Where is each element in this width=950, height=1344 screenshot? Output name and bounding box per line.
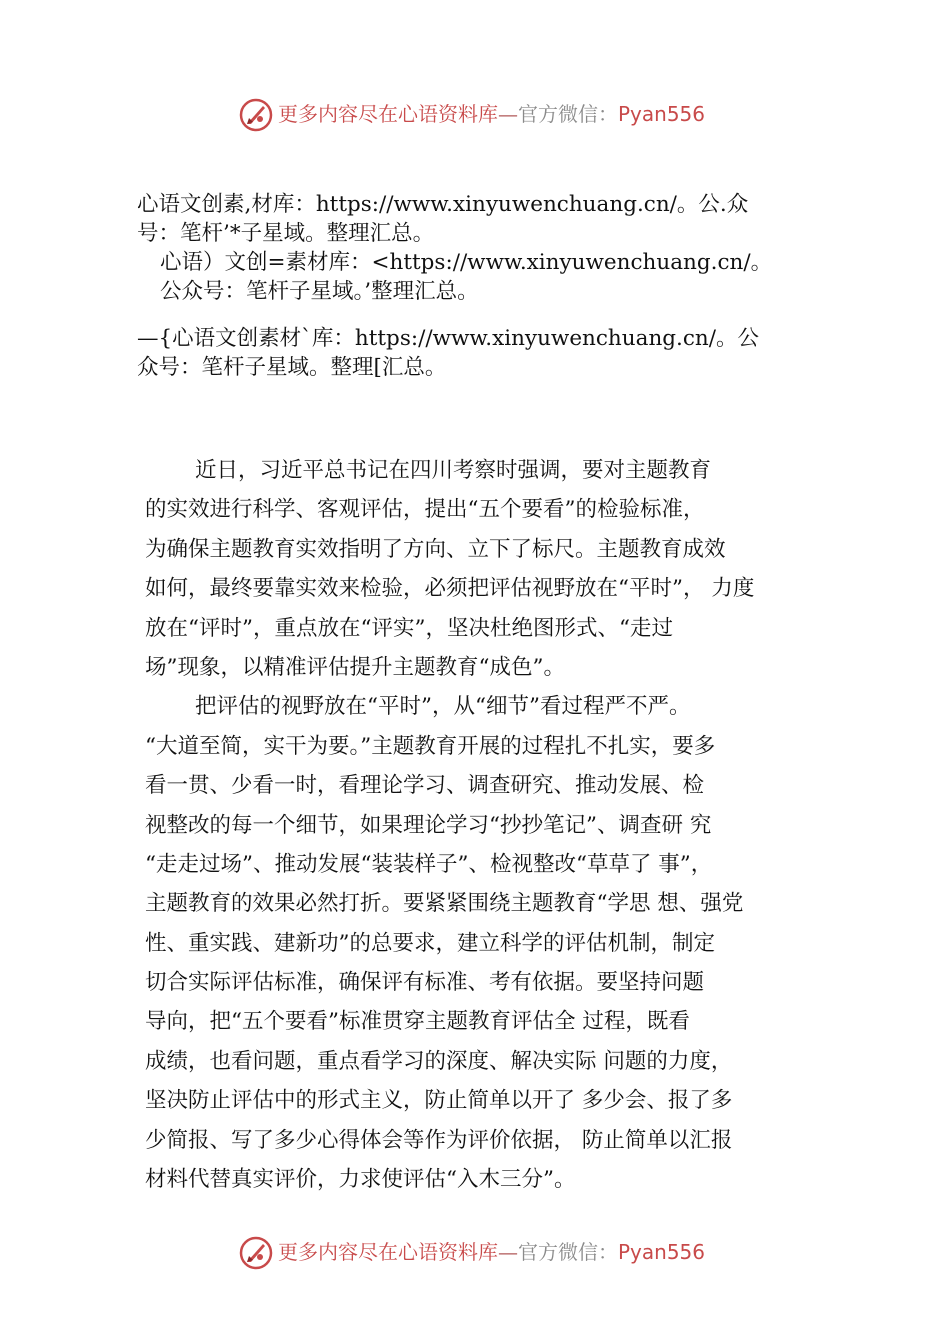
banner-dash: —: [498, 1240, 518, 1264]
banner-label: 官方微信：: [518, 102, 618, 126]
body-line: 为确保主题教育实效指明了方向、立下了标尺。主题教育成效: [145, 536, 726, 562]
quill-logo-icon: [238, 1235, 274, 1271]
body-line: 主题教育的效果必然打折。要紧紧围绕主题教育“学思 想、强党: [145, 891, 744, 917]
body-line: 成绩，也看问题，重点看学习的深度、解决实际 问题的力度，: [145, 1048, 733, 1074]
body-line: 材料代替真实评价，力求使评估“入木三分”。: [145, 1167, 576, 1193]
body-line: 坚决防止评估中的形式主义，防止简单以开了 多少会、报了多: [145, 1088, 733, 1114]
banner-wechat-id: Pyan556: [618, 1240, 706, 1264]
body-line: 的实效进行科学、客观评估，提出“五个要看”的检验标准，: [145, 497, 705, 523]
body-line: 视整改的每一个细节，如果理论学习“抄抄笔记”、调查研 究: [145, 812, 712, 838]
banner-wechat-id: Pyan556: [618, 102, 706, 126]
body-line: 放在“评时”，重点放在“评实”，坚决杜绝图形式、“走过: [145, 615, 673, 641]
body-line: 少简报、写了多少心得体会等作为评价依据， 防止简单以汇报: [145, 1127, 733, 1153]
body-line: 近日，习近平总书记在四川考察时强调，要对主题教育: [195, 458, 712, 483]
source-note-1: [137, 190, 748, 248]
body-line: 导向，把“五个要看”标准贯穿主题教育评估全 过程，既看: [145, 1009, 690, 1035]
banner-main: 更多内容尽在心语资料库: [278, 1240, 498, 1264]
body-line: 看一贯、少看一时，看理论学习、调查研究、推动发展、检: [145, 773, 705, 799]
source-note-3: [137, 324, 759, 382]
source-note-line: 心语）文创=素材库：<https://www.xinyuwenchuang.cn/。: [160, 250, 773, 275]
body-line: 如何，最终要靠实效来检验，必须把评估视野放在“平时”， 力度: [145, 576, 755, 602]
source-note-2: [160, 248, 772, 306]
article-body: [145, 451, 845, 1199]
body-line: 把评估的视野放在“平时”，从“细节”看过程严不严。: [195, 694, 691, 720]
banner-label: 官方微信：: [518, 1240, 618, 1264]
banner-text: [278, 101, 705, 127]
top-banner: [0, 95, 950, 135]
source-note-line: 号：笔杆’*子星域。整理汇总。: [137, 221, 435, 246]
body-line: “走走过场”、推动发展“装装样子”、检视整改“草草了 事”，: [145, 851, 713, 877]
body-line: 切合实际评估标准，确保评有标准、考有依据。要坚持问题: [145, 970, 705, 996]
source-note-line: 公众号：笔杆子星域。’整理汇总。: [160, 279, 479, 304]
body-line: 场”现象，以精准评估提升主题教育“成色”。: [145, 654, 565, 680]
source-note-line: —{心语文创素材`库：https://www.xinyuwenchuang.cn/。公: [137, 326, 760, 351]
quill-logo-icon: [238, 97, 274, 133]
body-line: 性、重实践、建新功”的总要求，建立科学的评估机制，制定: [145, 930, 715, 956]
body-line: “大道至简，实干为要。”主题教育开展的过程扎不扎实，要多: [145, 733, 716, 759]
source-note-line: 心语文创素,材库：https://www.xinyuwenchuang.cn/。公.众: [137, 192, 749, 217]
source-note-line: 众号：笔杆子星域。整理[汇总。: [137, 355, 447, 380]
banner-text: [278, 1239, 705, 1265]
bottom-banner: [0, 1233, 950, 1273]
banner-dash: —: [498, 102, 518, 126]
banner-main: 更多内容尽在心语资料库: [278, 102, 498, 126]
